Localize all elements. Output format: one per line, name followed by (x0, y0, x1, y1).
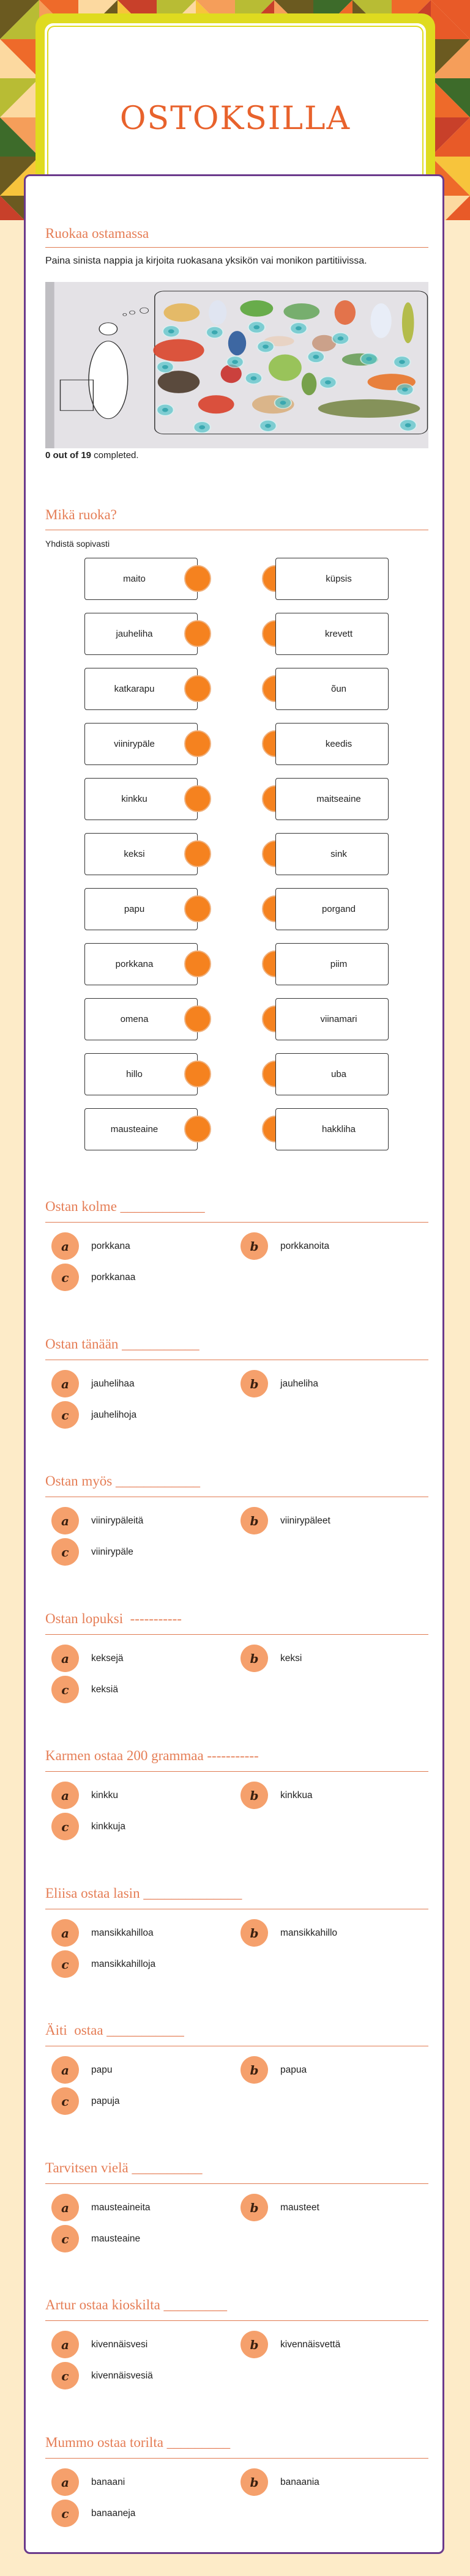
food-item (163, 303, 200, 322)
option-letter-badge: c (51, 1813, 79, 1840)
food-item (198, 395, 234, 413)
answer-option-c[interactable] (51, 2362, 153, 2389)
option-letter-badge: b (241, 1370, 268, 1397)
hotspot-center (313, 355, 319, 359)
option-letter-badge: c (51, 2500, 79, 2527)
page-shadow (45, 282, 54, 448)
option-letter-badge: c (51, 2362, 79, 2389)
hotspot-center (296, 326, 302, 330)
option-text: keksiä (91, 1684, 118, 1695)
match-item-left[interactable]: keksi (84, 833, 198, 875)
match-connector-left[interactable] (184, 840, 211, 867)
answer-option-c[interactable] (51, 2225, 140, 2252)
intro-instruction: Paina sinista nappia ja kirjoita ruokasana yksikön vai monikon partitiivissa. (45, 256, 367, 266)
option-letter-badge: a (51, 1645, 79, 1672)
match-item-right[interactable]: krevett (275, 613, 389, 655)
food-item (240, 300, 273, 317)
option-text: banaania (280, 2476, 319, 2487)
page-title: OSTOKSILLA (119, 100, 351, 137)
shopper-figure (89, 341, 128, 419)
hotspot-center (366, 357, 372, 361)
answer-option-b[interactable] (241, 2331, 340, 2358)
option-text: kinkkua (280, 1790, 313, 1801)
divider (45, 2320, 428, 2321)
question-title: Ostan kolme ____________ (45, 1199, 205, 1214)
option-letter-badge: a (51, 2194, 79, 2221)
option-letter-badge: a (51, 2056, 79, 2084)
option-letter-badge: a (51, 1232, 79, 1260)
option-letter-badge: b (241, 1782, 268, 1809)
match-item-left[interactable]: omena (84, 998, 198, 1040)
match-item-right[interactable]: hakkliha (275, 1108, 389, 1150)
divider (45, 2458, 428, 2459)
answer-option-c[interactable] (51, 1401, 136, 1429)
hotspot-center (251, 376, 257, 380)
food-item (370, 303, 391, 338)
option-letter-badge: a (51, 1507, 79, 1534)
question-title: Tarvitsen vielä __________ (45, 2160, 203, 2175)
option-letter-badge: c (51, 1264, 79, 1291)
match-item-right[interactable]: maitseaine (275, 778, 389, 820)
food-item (153, 339, 204, 361)
answer-option-a[interactable] (51, 1919, 154, 1947)
answer-option-c[interactable] (51, 2087, 120, 2115)
answer-option-c[interactable] (51, 1813, 125, 1840)
match-item-left[interactable]: hillo (84, 1053, 198, 1095)
option-text: jauhelihoja (91, 1409, 137, 1420)
answer-option-a[interactable] (51, 2331, 147, 2358)
option-letter-badge: b (241, 1919, 268, 1947)
answer-option-a[interactable] (51, 1370, 135, 1397)
question-title: Äiti ostaa ___________ (45, 2023, 184, 2038)
option-text: keksejä (91, 1653, 124, 1664)
option-text: porkkanoita (280, 1240, 330, 1251)
match-connector-left[interactable] (184, 1116, 211, 1142)
option-text: papua (280, 2064, 307, 2075)
option-text: viinirypäleet (280, 1515, 330, 1526)
match-item-left[interactable]: papu (84, 888, 198, 930)
divider (45, 1771, 428, 1772)
header-inner (45, 23, 426, 197)
progress-text: 0 out of 19 completed. (45, 450, 139, 461)
option-letter-badge: c (51, 2087, 79, 2115)
option-letter-badge: c (51, 1401, 79, 1429)
answer-option-b[interactable] (241, 1370, 318, 1397)
option-letter-badge: c (51, 2225, 79, 2252)
option-letter-badge: a (51, 2331, 79, 2358)
food-item (269, 354, 302, 380)
section-title-matching: Mikä ruoka? (45, 507, 117, 522)
option-text: porkkana (91, 1240, 130, 1251)
match-item-right[interactable]: porgand (275, 888, 389, 930)
option-text: kinkku (91, 1790, 118, 1801)
option-text: jauhelihaa (91, 1378, 135, 1389)
match-item-left[interactable]: mausteaine (84, 1108, 198, 1150)
option-text: kivennäisvettä (280, 2339, 341, 2350)
option-text: viinirypäleitä (91, 1515, 144, 1526)
match-item-right[interactable]: õun (275, 668, 389, 710)
hotspot-center (232, 360, 238, 364)
hotspot-center (325, 380, 331, 385)
option-text: mansikkahilloja (91, 1958, 156, 1969)
answer-option-a[interactable] (51, 1645, 124, 1672)
match-connector-left[interactable] (184, 950, 211, 977)
match-item-right[interactable]: küpsis (275, 558, 389, 600)
answer-option-b[interactable] (241, 1645, 302, 1672)
option-text: papu (91, 2064, 113, 2075)
answer-option-b[interactable] (241, 1232, 329, 1260)
question-title: Karmen ostaa 200 grammaa ----------- (45, 1748, 259, 1763)
hotspot-center (162, 408, 168, 412)
option-letter-badge: c (51, 1950, 79, 1978)
section-title-intro: Ruokaa ostamassa (45, 226, 149, 241)
option-letter-badge: b (241, 1645, 268, 1672)
option-text: viinirypäle (91, 1546, 133, 1557)
option-letter-badge: b (241, 2056, 268, 2084)
hotspot-center (263, 344, 269, 349)
food-item (158, 371, 200, 393)
answer-option-b[interactable] (241, 2468, 319, 2496)
option-text: jauheliha (280, 1378, 319, 1389)
answer-option-c[interactable] (51, 1538, 133, 1566)
option-letter-badge: b (241, 2194, 268, 2221)
hotspot-center (280, 401, 286, 405)
question-title: Ostan myös ____________ (45, 1473, 200, 1489)
answer-option-c[interactable] (51, 1950, 155, 1978)
option-text: kinkkuja (91, 1821, 125, 1832)
matching-instruction: Yhdistä sopivasti (45, 539, 110, 549)
match-item-right[interactable]: uba (275, 1053, 389, 1095)
match-item-left[interactable]: maito (84, 558, 198, 600)
hotspot-center (265, 424, 271, 428)
hotspot-center (212, 330, 218, 335)
answer-option-b[interactable] (241, 2194, 319, 2221)
answer-option-b[interactable] (241, 1919, 337, 1947)
answer-option-a[interactable] (51, 1232, 130, 1260)
option-letter-badge: a (51, 2468, 79, 2496)
answer-option-b[interactable] (241, 2056, 307, 2084)
option-text: kivennäisvesi (91, 2339, 148, 2350)
match-item-right[interactable]: keedis (275, 723, 389, 765)
option-text: mansikkahilloa (91, 1927, 154, 1938)
match-item-left[interactable]: kinkku (84, 778, 198, 820)
option-letter-badge: a (51, 1919, 79, 1947)
match-connector-left[interactable] (184, 620, 211, 647)
worksheet-card (24, 174, 444, 2554)
option-letter-badge: a (51, 1782, 79, 1809)
match-item-right[interactable]: viinamari (275, 998, 389, 1040)
match-connector-left[interactable] (184, 1060, 211, 1087)
hotspot-center (162, 365, 168, 369)
match-item-left[interactable]: jauheliha (84, 613, 198, 655)
food-item (318, 399, 420, 418)
answer-option-a[interactable] (51, 2056, 112, 2084)
option-letter-badge: b (241, 1507, 268, 1534)
answer-option-c[interactable] (51, 1676, 118, 1703)
food-item (335, 300, 356, 325)
hotspot-center (338, 336, 344, 341)
hotspot-center (402, 388, 408, 392)
option-text: porkkanaa (91, 1271, 136, 1282)
option-letter-badge: b (241, 1232, 268, 1260)
food-item (228, 331, 246, 355)
option-text: mausteaineita (91, 2202, 151, 2213)
hotspot-center (399, 360, 405, 364)
question-title: Ostan tänään ___________ (45, 1336, 200, 1352)
answer-option-b[interactable] (241, 1507, 330, 1534)
match-connector-left[interactable] (184, 675, 211, 702)
hotspot-center (199, 425, 205, 429)
option-text: mausteaine (91, 2233, 141, 2244)
question-title: Mummo ostaa torilta _________ (45, 2435, 231, 2450)
match-item-left[interactable]: porkkana (84, 943, 198, 985)
option-text: mausteet (280, 2202, 319, 2213)
option-letter-badge: a (51, 1370, 79, 1397)
match-connector-left[interactable] (184, 565, 211, 592)
option-text: kivennäisvesiä (91, 2370, 153, 2381)
divider (45, 247, 428, 248)
match-connector-left[interactable] (184, 895, 211, 922)
answer-option-a[interactable] (51, 2468, 125, 2496)
match-connector-left[interactable] (184, 1005, 211, 1032)
answer-option-b[interactable] (241, 1782, 313, 1809)
option-text: mansikkahillo (280, 1927, 338, 1938)
food-item (402, 302, 414, 343)
match-item-right[interactable]: sink (275, 833, 389, 875)
answer-option-a[interactable] (51, 1507, 143, 1534)
match-connector-left[interactable] (184, 730, 211, 757)
option-letter-badge: c (51, 1676, 79, 1703)
food-item (209, 300, 226, 325)
option-letter-badge: b (241, 2331, 268, 2358)
divider (45, 1634, 428, 1635)
header-card (35, 13, 435, 197)
food-item (302, 373, 316, 396)
answer-option-c[interactable] (51, 1264, 135, 1291)
shopper-head (99, 323, 117, 335)
hotspot-center (405, 423, 411, 427)
question-title: Ostan lopuksi ----------- (45, 1611, 182, 1626)
answer-option-a[interactable] (51, 1782, 118, 1809)
option-text: papuja (91, 2095, 120, 2106)
option-text: banaani (91, 2476, 125, 2487)
hotspot-center (168, 329, 174, 333)
divider (45, 1222, 428, 1223)
question-title: Eliisa ostaa lasin ______________ (45, 1886, 242, 1901)
option-letter-badge: c (51, 1538, 79, 1566)
question-title: Artur ostaa kioskilta _________ (45, 2297, 228, 2312)
shopping-scene-image (45, 282, 428, 448)
answer-option-c[interactable] (51, 2500, 135, 2527)
answer-option-a[interactable] (51, 2194, 151, 2221)
option-letter-badge: b (241, 2468, 268, 2496)
match-connector-left[interactable] (184, 785, 211, 812)
option-text: banaaneja (91, 2508, 136, 2519)
match-item-left[interactable]: katkarapu (84, 668, 198, 710)
option-text: keksi (280, 1653, 302, 1664)
hotspot-center (253, 325, 259, 330)
divider (45, 2183, 428, 2184)
match-item-right[interactable]: piim (275, 943, 389, 985)
food-item (283, 303, 319, 320)
match-item-left[interactable]: viinirypäle (84, 723, 198, 765)
